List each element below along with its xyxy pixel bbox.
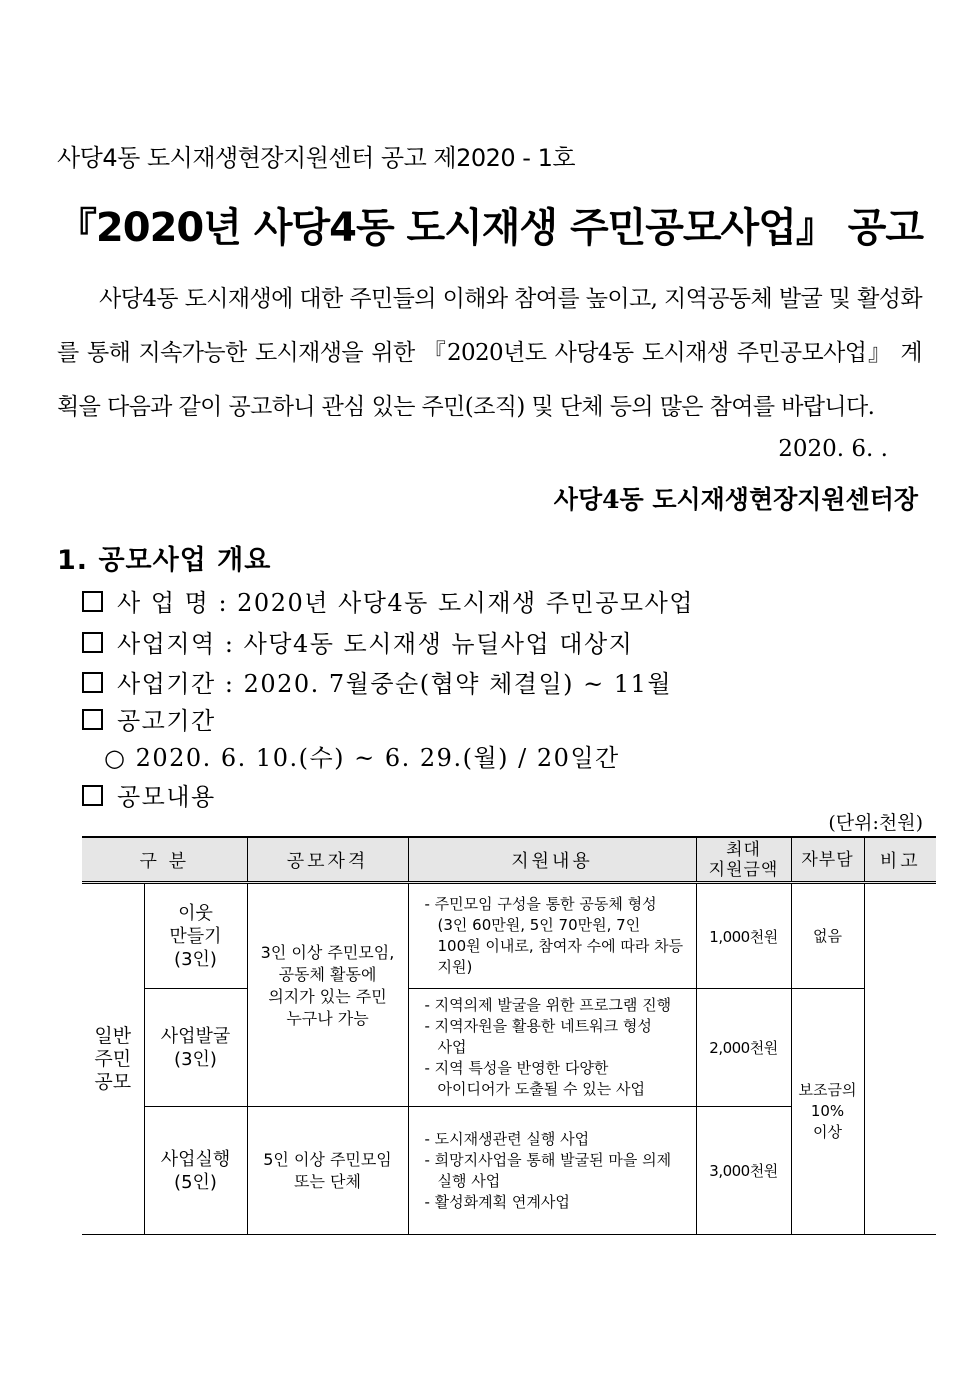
notice-number: 사당4동 도시재생현장지원센터 공고 제2020 - 1호	[57, 144, 576, 172]
item-project-area	[82, 624, 633, 659]
checkbox-icon	[82, 591, 103, 612]
remarks-cell	[864, 883, 936, 1235]
self-burden-cell: 보조금의 10% 이상	[791, 989, 864, 1235]
kind-cell: 사업발굴 (3인)	[144, 989, 247, 1107]
header-self-burden: 자부담	[791, 837, 864, 883]
header-qualification: 공모자격	[247, 837, 408, 883]
item-contents-text: 공모내용	[117, 783, 216, 811]
kind-cell: 이웃 만들기 (3인)	[144, 883, 247, 989]
support-cell	[408, 989, 696, 1107]
support-line: - 지역 특성을 반영한 다양한 아이디어가 도출될 수 있는 사업	[424, 1059, 645, 1098]
support-cell	[408, 883, 696, 989]
max-amount-cell: 2,000천원	[696, 989, 791, 1107]
item-project-name	[82, 583, 694, 618]
item-project-area-text: 사업지역 : 사당4동 도시재생 뉴딜사업 대상지	[117, 630, 634, 658]
support-cell	[408, 1107, 696, 1235]
contest-table	[82, 836, 936, 1235]
notice-period-value: ○ 2020. 6. 10.(수) ~ 6. 29.(월) / 20일간	[104, 744, 620, 772]
item-project-period	[82, 664, 672, 699]
max-amount-cell: 3,000천원	[696, 1107, 791, 1235]
kind-cell: 사업실행 (5인)	[144, 1107, 247, 1235]
header-max-amount	[696, 837, 791, 883]
header-max-amount-line1: 최대	[726, 839, 761, 860]
checkbox-icon	[82, 709, 103, 730]
checkbox-icon	[82, 672, 103, 693]
support-line: - 주민모임 구성을 통한 공동체 형성 (3인 60만원, 5인 70만원, 7인 100원 이내로, 참여자 수에 따라 차등 지원)	[424, 895, 684, 976]
header-remarks: 비고	[864, 837, 936, 883]
page-title: 『2020년 사당4동 도시재생 주민공모사업』 공고	[56, 205, 924, 251]
item-notice-period-text: 공고기간	[117, 707, 216, 735]
table-row	[82, 883, 936, 989]
support-line: - 지역자원을 활용한 네트워크 형성 사업	[424, 1017, 652, 1056]
header-support: 지원내용	[408, 837, 696, 883]
item-contents	[82, 777, 216, 812]
support-line: - 활성화계획 연계사업	[424, 1192, 570, 1211]
checkbox-icon	[82, 785, 103, 806]
support-line: - 지역의제 발굴을 위한 프로그램 진행	[424, 996, 672, 1014]
support-line: - 희망지사업을 통해 발굴된 마을 의제 실행 사업	[424, 1150, 672, 1190]
section-title: 1. 공모사업 개요	[57, 545, 272, 576]
max-amount-cell: 1,000천원	[696, 883, 791, 989]
signer: 사당4동 도시재생현장지원센터장	[553, 485, 918, 514]
qualification-cell: 5인 이상 주민모임 또는 단체	[247, 1107, 408, 1235]
qualification-cell: 3인 이상 주민모임, 공동체 활동에 의지가 있는 주민 누구나 가능	[247, 883, 408, 1107]
item-project-name-text: 사 업 명 : 2020년 사당4동 도시재생 주민공모사업	[117, 589, 694, 617]
table-header-row	[82, 837, 936, 883]
category-cell: 일반 주민 공모	[82, 883, 144, 1235]
intro-text: 사당4동 도시재생에 대한 주민들의 이해와 참여를 높이고, 지역공동체 발굴 및 활성화를 통해 지속가능한 도시재생을 위한 『2020년도 사당4동 도시재생 주민공모사업』 계획을 다음과 같이 공고하니 관심 있는 주민(조직) 및 단체 등의 많은 참여를 바랍니다.	[57, 286, 922, 420]
checkbox-icon	[82, 632, 103, 653]
support-line: - 도시재생관련 실행 사업	[424, 1129, 590, 1148]
intro-paragraph	[57, 272, 922, 434]
header-max-amount-line2: 지원금액	[708, 859, 779, 880]
self-burden-cell: 없음	[791, 883, 864, 989]
item-project-period-text: 사업기간 : 2020. 7월중순(협약 체결일) ~ 11월	[117, 670, 673, 698]
notice-date: 2020. 6. .	[778, 436, 888, 462]
unit-label: (단위:천원)	[828, 812, 923, 834]
header-category: 구 분	[82, 837, 247, 883]
item-notice-period	[82, 701, 216, 736]
table-row	[82, 989, 936, 1107]
